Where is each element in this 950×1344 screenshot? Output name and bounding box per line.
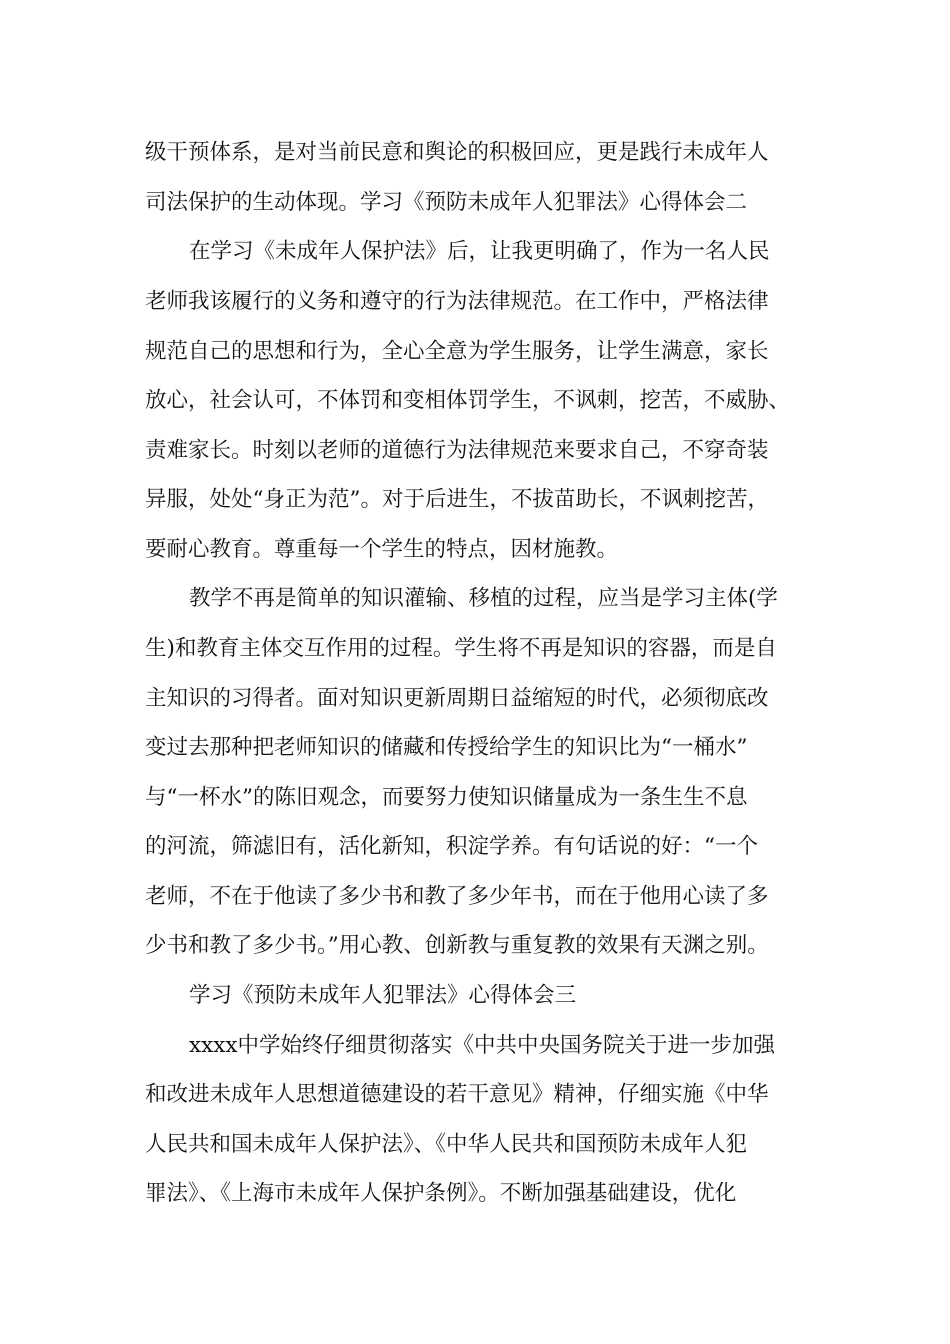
text-line: 少书和教了多少书。”用心教、创新教与重复教的效果有天渊之别。	[145, 933, 769, 958]
text-line: 与“一杯水”的陈旧观念，而要努力使知识储量成为一条生生不息	[145, 785, 748, 810]
text-line: 异服，处处“身正为范”。对于后进生，不拔苗助长，不讽刺挖苦，	[145, 487, 769, 512]
text-line: 罪法》、《上海市未成年人保护条例》。不断加强基础建设，优化	[145, 1181, 737, 1206]
text-line: 生)和教育主体交互作用的过程。学生将不再是知识的容器，而是自	[145, 636, 777, 661]
paragraph-first-line: xxxx中学始终仔细贯彻落实《中共中央国务院关于进一步加强	[189, 1033, 776, 1058]
text-line: 责难家长。时刻以老师的道德行为法律规范来要求自己，不穿奇装	[145, 438, 769, 463]
text-line: 主知识的习得者。面对知识更新周期日益缩短的时代，必须彻底改	[145, 686, 769, 711]
text-line: 和改进未成年人思想道德建设的若干意见》精神，仔细实施《中华	[145, 1082, 769, 1107]
text-line: 要耐心教育。尊重每一个学生的特点，因材施教。	[145, 537, 619, 562]
text-line: 级干预体系，是对当前民意和舆论的积极回应，更是践行未成年人	[145, 140, 769, 165]
paragraph-first-line: 在学习《未成年人保护法》后，让我更明确了，作为一名人民	[189, 239, 770, 264]
text-line: 的河流，筛滤旧有，活化新知，积淀学养。有句话说的好：“一个	[145, 834, 758, 859]
text-line: 放心，社会认可，不体罚和变相体罚学生，不讽刺，挖苦，不威胁、	[145, 388, 791, 413]
text-line: 变过去那种把老师知识的储藏和传授给学生的知识比为“一桶水”	[145, 735, 748, 760]
text-line: 人民共和国未成年人保护法》、《中华人民共和国预防未成年人犯	[145, 1132, 748, 1157]
text-line: 规范自己的思想和行为，全心全意为学生服务，让学生满意，家长	[145, 339, 769, 364]
text-line: 司法保护的生动体现。学习《预防未成年人犯罪法》心得体会二	[145, 190, 748, 215]
text-line: 老师我该履行的义务和遵守的行为法律规范。在工作中，严格法律	[145, 289, 769, 314]
text-line: 老师，不在于他读了多少书和教了多少年书，而在于他用心读了多	[145, 884, 769, 909]
paragraph-first-line: 教学不再是简单的知识灌输、移植的过程，应当是学习主体(学	[189, 586, 778, 611]
section-heading: 学习《预防未成年人犯罪法》心得体会三	[189, 983, 577, 1008]
